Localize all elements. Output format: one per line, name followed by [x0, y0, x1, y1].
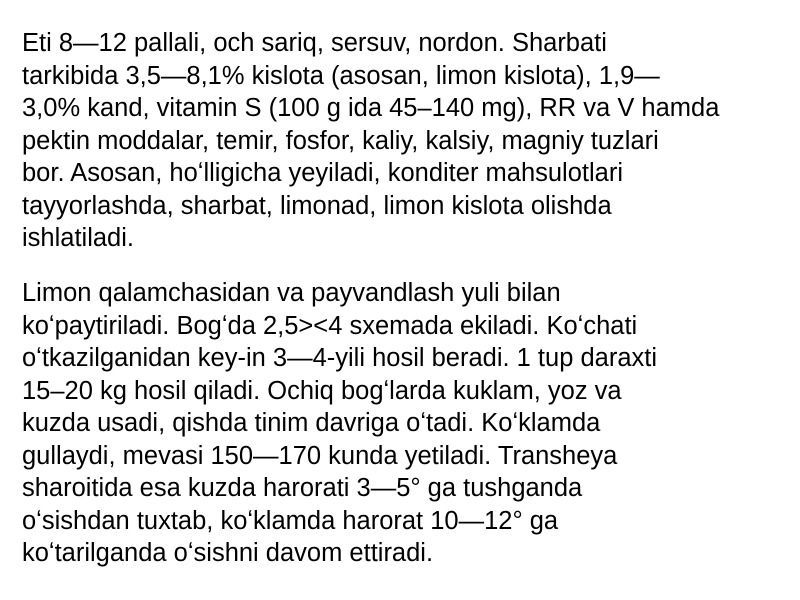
text-line: 3,0% kand, vitamin S (100 g ida 45–140 mg), RR va V hamda [22, 94, 720, 122]
text-line: koʻpaytiriladi. Bogʻda 2,5><4 sxemada ekiladi. Koʻchati [22, 311, 638, 340]
text-line: oʻtkazilganidan key-in 3—4-yili hosil beradi. 1 tup daraxti [22, 344, 657, 372]
text-line: sharoitida esa kuzda harorati 3—5° ga tushganda [22, 474, 583, 502]
text-line: kuzda usadi, qishda tinim davriga oʻtadi. Koʻklamda [22, 409, 601, 437]
text-line: Limon qalamchasidan va payvandlash yuli bilan [22, 279, 561, 307]
text-line: gullaydi, mevasi 150—170 kunda yetiladi. Transheya [22, 441, 618, 470]
text-line: tarkibida 3,5—8,1% kislota (asosan, limon kislota), 1,9— [22, 61, 660, 90]
text-line: pektin moddalar, temir, fosfor, kaliy, kalsiy, magniy tuzlari [22, 126, 659, 155]
text-line: koʻtarilganda oʻsishni davom ettiradi. [22, 539, 434, 567]
text-line: tayyorlashda, sharbat, limonad, limon kislota olishda [22, 191, 612, 220]
text-line: 15–20 kg hosil qiladi. Ochiq bogʻlarda kuklam, yoz va [22, 376, 622, 405]
text-line: ishlatiladi. [22, 224, 134, 252]
paragraph-lemon-composition [22, 27, 792, 255]
text-line: oʻsishdan tuxtab, koʻklamda harorat 10—12° ga [22, 506, 559, 535]
text-line: bor. Asosan, hoʻlligicha yeyiladi, konditer mahsulotlari [22, 159, 623, 187]
text-line: Eti 8—12 pallali, och sariq, sersuv, nordon. Sharbati [22, 29, 607, 57]
paragraph-lemon-cultivation [22, 277, 792, 570]
